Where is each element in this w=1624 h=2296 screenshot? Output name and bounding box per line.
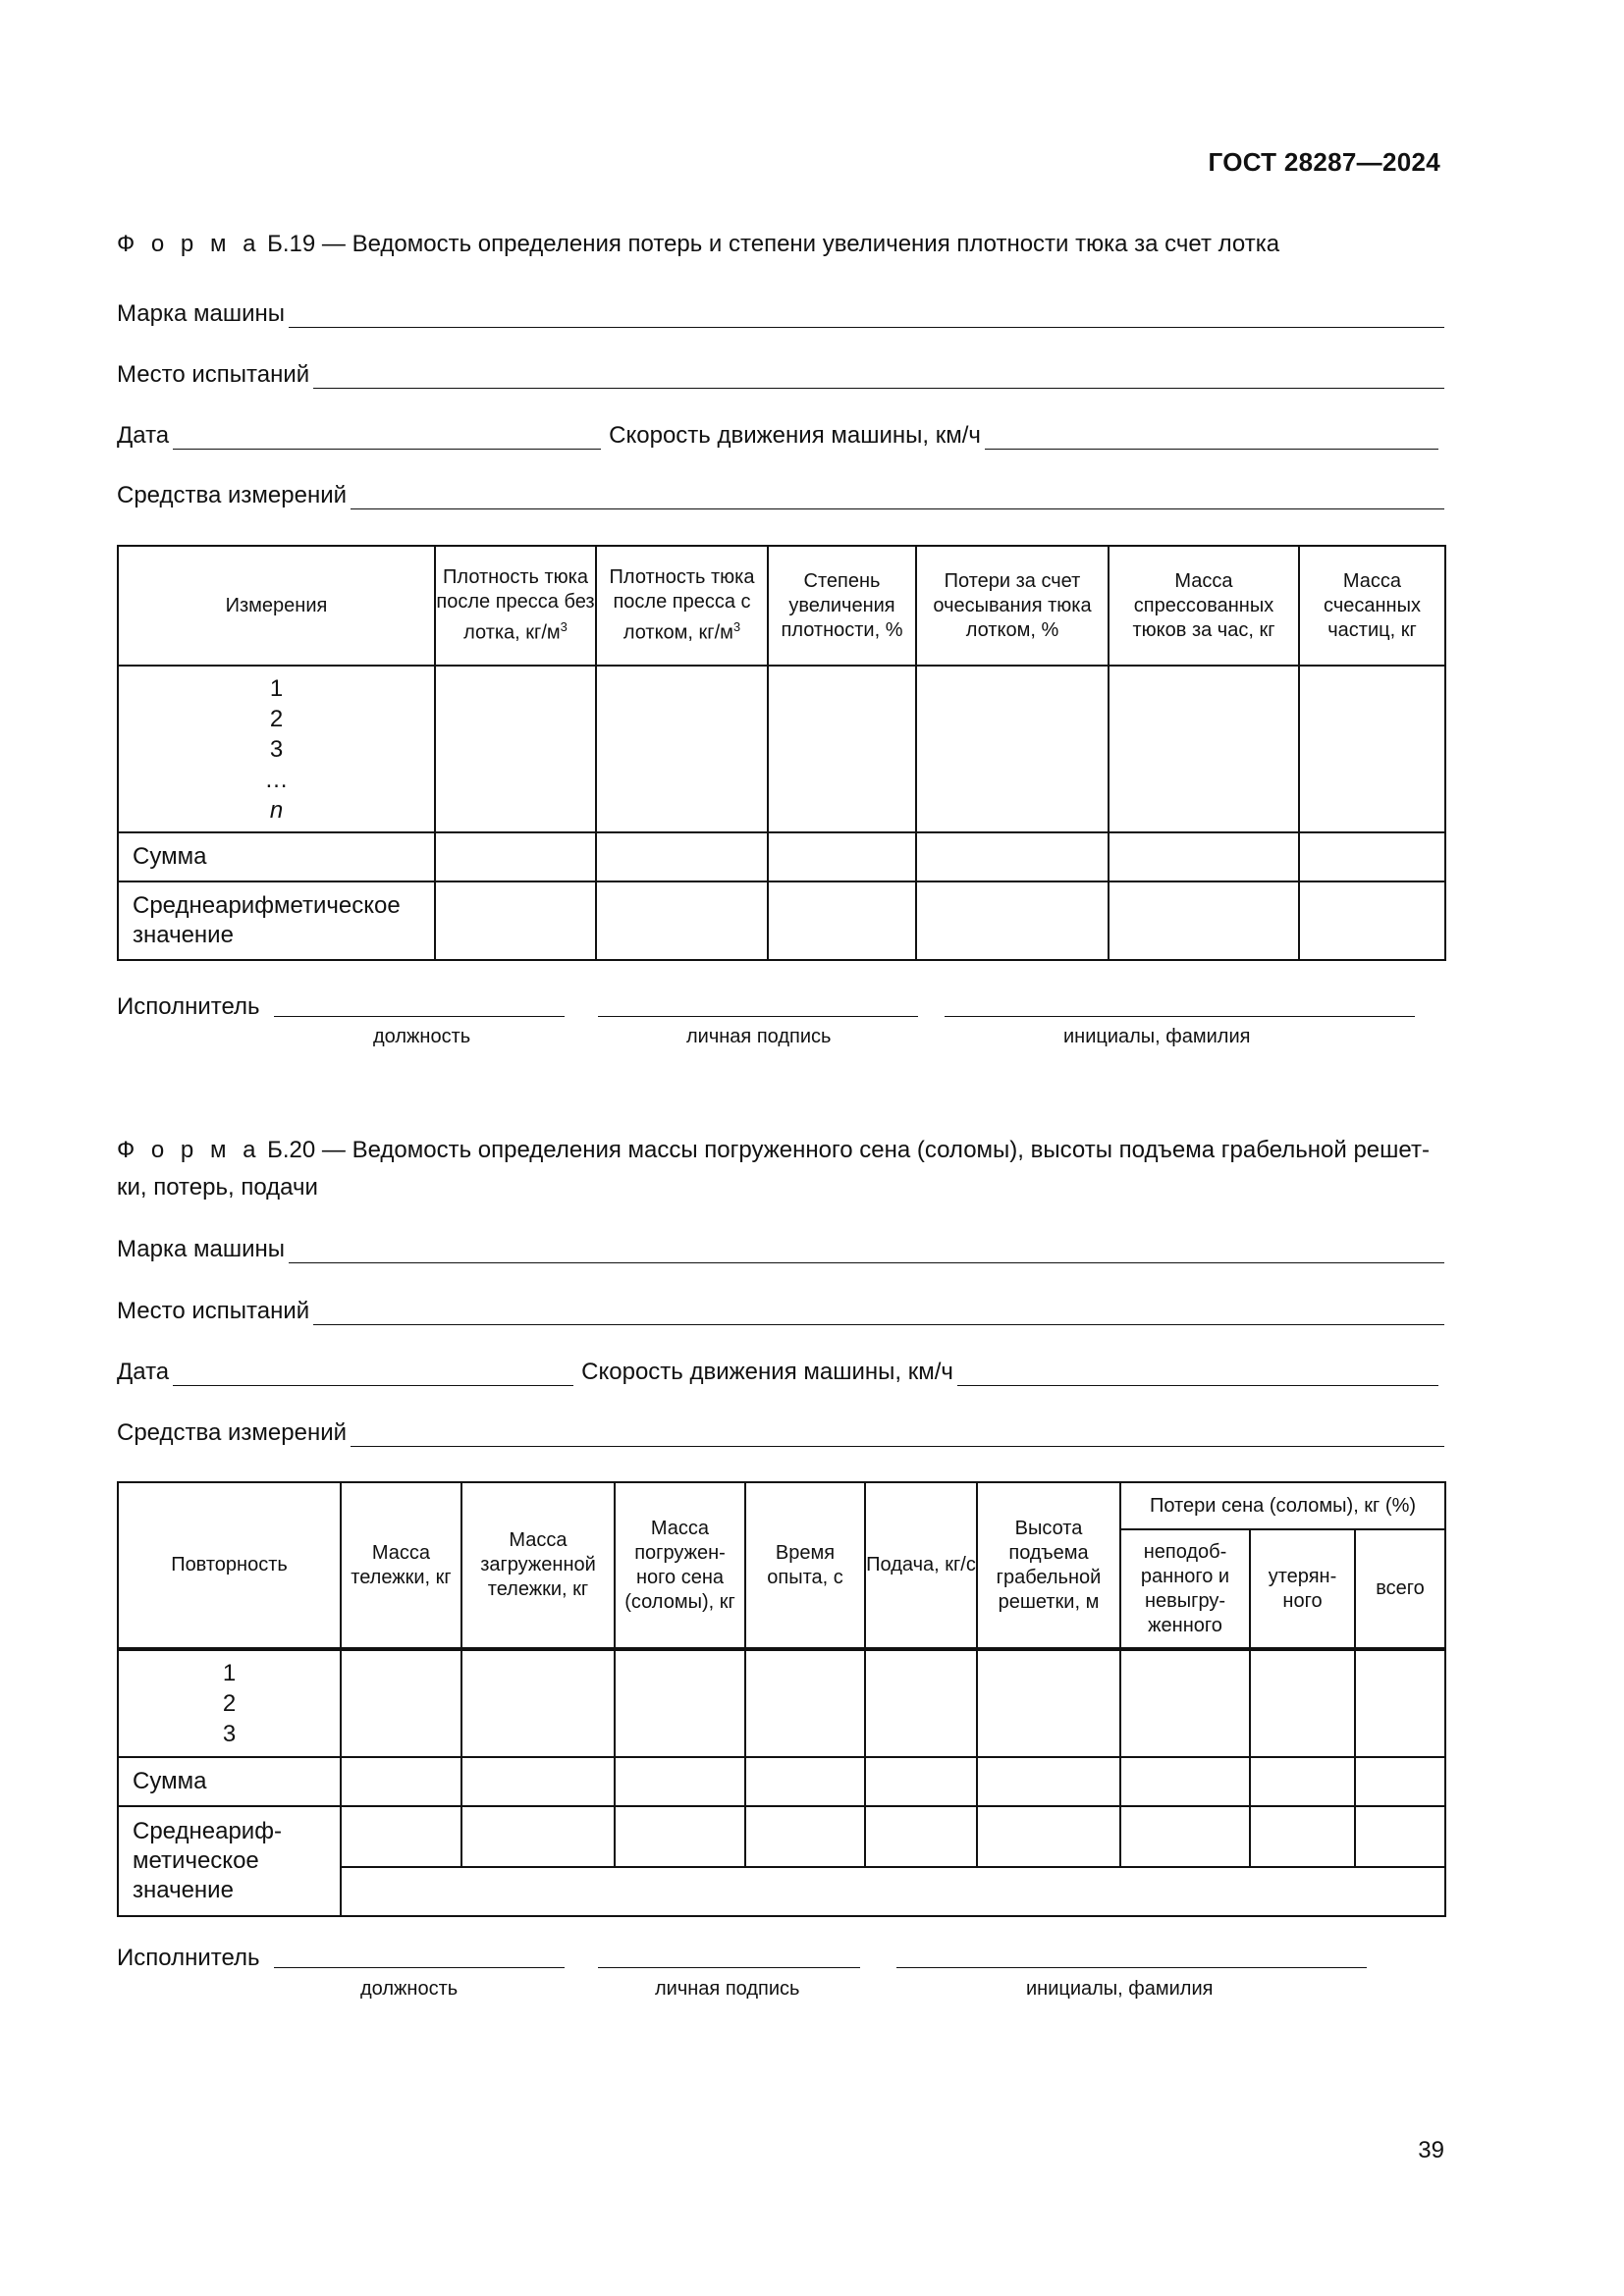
table-cell[interactable] [596, 666, 768, 832]
form1-signature-caption: личная подпись [686, 1026, 832, 1047]
form1-position-field[interactable] [274, 1016, 565, 1017]
table-cell[interactable] [916, 666, 1109, 832]
table-cell[interactable] [461, 1806, 615, 1867]
form1-header-density-without-tray: Плотность тюка после пресса без лотка, $кг/м^3$ [435, 546, 596, 666]
table-cell[interactable] [1120, 1649, 1250, 1757]
standard-header: ГОСТ 28287—2024 [1208, 147, 1440, 177]
form1-executor-row [117, 988, 1444, 1021]
form1-header-losses: Потери за счет очесывания тюка лотком, % [916, 546, 1109, 666]
table-cell[interactable] [745, 1806, 865, 1867]
form2-header-cart-mass: Масса тележки, кг [341, 1482, 461, 1649]
table-cell[interactable] [1299, 832, 1445, 881]
table-cell[interactable] [1250, 1806, 1355, 1867]
form1-machine-field[interactable] [289, 301, 1444, 328]
form1-place-row [117, 355, 1444, 389]
form2-speed-field[interactable] [957, 1360, 1438, 1386]
form1-mean-label: Среднеарифметическое значение [118, 881, 435, 960]
page-number: 39 [1418, 2137, 1444, 2163]
form2-header-feed: Подача, кг/с [865, 1482, 977, 1649]
form1-date-label: Дата [117, 422, 170, 449]
form1-header-density-with-tray: Плотность тюка после пресса с лотком, $кг/м^3$ [596, 546, 768, 666]
form2-place-label: Место испытаний [117, 1298, 310, 1324]
table-cell[interactable] [916, 881, 1109, 960]
table-cell[interactable] [768, 881, 916, 960]
table-cell[interactable] [865, 1757, 977, 1806]
table-cell[interactable] [977, 1757, 1120, 1806]
table-cell[interactable] [615, 1757, 745, 1806]
form1-signature-field[interactable] [598, 1016, 918, 1017]
table-cell[interactable] [1355, 1757, 1445, 1806]
form2-table [117, 1481, 1446, 1917]
table-cell[interactable] [461, 1649, 615, 1757]
table-cell[interactable] [341, 1649, 461, 1757]
form2-header-loaded-cart-mass: Масса загруженной тележки, кг [461, 1482, 615, 1649]
form2-row-numbers: 1 2 3 [118, 1649, 341, 1757]
table-cell[interactable] [916, 832, 1109, 881]
table-cell[interactable] [768, 832, 916, 881]
form1-means-label: Средства измерений [117, 482, 348, 508]
form2-means-label: Средства измерений [117, 1419, 348, 1446]
form2-header-rake-height: Высота подъема грабельной решетки, м [977, 1482, 1120, 1649]
table-cell[interactable] [977, 1649, 1120, 1757]
form1-sum-label: Сумма [118, 832, 435, 881]
table-cell[interactable] [1299, 881, 1445, 960]
table-cell-merged[interactable] [341, 1867, 1445, 1916]
table-cell[interactable] [1355, 1806, 1445, 1867]
form2-prefix: Ф о р м а [117, 1137, 261, 1163]
form2-machine-row [117, 1230, 1444, 1263]
table-cell[interactable] [1299, 666, 1445, 832]
form2-header-test-time: Время опыта, с [745, 1482, 865, 1649]
form1-machine-row [117, 294, 1444, 328]
form2-header-unpicked: неподоб-ранного и невыгру-женного [1120, 1529, 1250, 1649]
table-row [118, 1757, 1445, 1806]
table-cell[interactable] [1355, 1649, 1445, 1757]
table-cell[interactable] [1109, 832, 1299, 881]
form1-table [117, 545, 1446, 961]
form2-mean-label: Среднеариф-метическое значение [118, 1806, 341, 1916]
table-cell[interactable] [745, 1649, 865, 1757]
form2-signature-caption: личная подпись [655, 1978, 800, 2000]
form2-date-label: Дата [117, 1359, 170, 1385]
form2-signature-field[interactable] [598, 1967, 860, 1968]
form1-position-caption: должность [373, 1026, 471, 1047]
form2-date-field[interactable] [173, 1360, 573, 1386]
form1-means-row [117, 476, 1444, 509]
form2-machine-label: Марка машины [117, 1236, 286, 1262]
form1-place-field[interactable] [313, 362, 1444, 389]
table-row [118, 666, 1445, 832]
table-cell[interactable] [865, 1649, 977, 1757]
form2-name-field[interactable] [896, 1967, 1367, 1968]
table-row [118, 1806, 1445, 1867]
table-cell[interactable] [1120, 1757, 1250, 1806]
table-cell[interactable] [1109, 666, 1299, 832]
table-row [118, 832, 1445, 881]
table-cell[interactable] [596, 881, 768, 960]
form2-speed-label: Скорость движения машины, км/ч [581, 1359, 953, 1385]
table-cell[interactable] [435, 881, 596, 960]
form1-means-field[interactable] [351, 483, 1444, 509]
form1-prefix: Ф о р м а [117, 231, 261, 257]
table-cell[interactable] [461, 1757, 615, 1806]
form1-name-field[interactable] [945, 1016, 1415, 1017]
table-cell[interactable] [341, 1757, 461, 1806]
table-cell[interactable] [341, 1806, 461, 1867]
form1-header-measurements: Измерения [118, 546, 435, 666]
form2-name-caption: инициалы, фамилия [1026, 1978, 1214, 2000]
table-cell[interactable] [1250, 1757, 1355, 1806]
form1-speed-label: Скорость движения машины, км/ч [609, 422, 981, 449]
table-cell[interactable] [596, 832, 768, 881]
form1-title [117, 226, 1444, 263]
table-cell[interactable] [865, 1806, 977, 1867]
form2-date-row [117, 1353, 1444, 1386]
form1-executor-label: Исполнитель [117, 993, 260, 1020]
table-cell[interactable] [1120, 1806, 1250, 1867]
form2-place-row [117, 1292, 1444, 1325]
table-row [118, 1649, 1445, 1757]
form1-header-density-increase: Степень увеличения плотности, % [768, 546, 916, 666]
table-cell[interactable] [1250, 1649, 1355, 1757]
form1-header-particle-mass: Масса счесанных частиц, кг [1299, 546, 1445, 666]
form2-executor-label: Исполнитель [117, 1945, 260, 1971]
table-cell[interactable] [435, 666, 596, 832]
form2-header-lost: утерян-ного [1250, 1529, 1355, 1649]
form2-header-total: всего [1355, 1529, 1445, 1649]
form1-machine-label: Марка машины [117, 300, 286, 327]
form2-header-loaded-hay-mass: Масса погружен-ного сена (соломы), кг [615, 1482, 745, 1649]
table-cell[interactable] [615, 1806, 745, 1867]
form1-row-numbers: 1 2 3 … n [118, 666, 435, 832]
form2-means-field[interactable] [351, 1420, 1444, 1447]
form1-date-field[interactable] [173, 423, 601, 450]
form2-header-losses-group: Потери сена (соломы), кг (%) [1120, 1482, 1445, 1529]
form2-title [117, 1132, 1444, 1206]
form2-header-repetition: Повторность [118, 1482, 341, 1649]
form2-sum-label: Сумма [118, 1757, 341, 1806]
table-cell[interactable] [745, 1757, 865, 1806]
table-cell[interactable] [1109, 881, 1299, 960]
form2-position-field[interactable] [274, 1967, 565, 1968]
form1-title-text: Б.19 — Ведомость определения потерь и степени увеличения плотности тюка за счет лотка [267, 231, 1280, 257]
form1-name-caption: инициалы, фамилия [1063, 1026, 1251, 1047]
table-row [118, 881, 1445, 960]
form2-means-row [117, 1414, 1444, 1447]
form1-date-row [117, 416, 1444, 450]
table-cell[interactable] [615, 1649, 745, 1757]
form1-header-bale-mass: Масса спрессованных тюков за час, кг [1109, 546, 1299, 666]
table-cell[interactable] [435, 832, 596, 881]
form2-title-text: Б.20 — Ведомость определения массы погруженного сена (соломы), высоты подъема грабельной решет-ки, потерь, подачи [117, 1137, 1430, 1201]
form2-position-caption: должность [360, 1978, 459, 2000]
form2-machine-field[interactable] [289, 1237, 1444, 1263]
form2-place-field[interactable] [313, 1299, 1444, 1325]
form1-place-label: Место испытаний [117, 361, 310, 388]
table-cell[interactable] [768, 666, 916, 832]
form1-speed-field[interactable] [985, 423, 1438, 450]
table-cell[interactable] [977, 1806, 1120, 1867]
form2-executor-row [117, 1939, 1444, 1972]
